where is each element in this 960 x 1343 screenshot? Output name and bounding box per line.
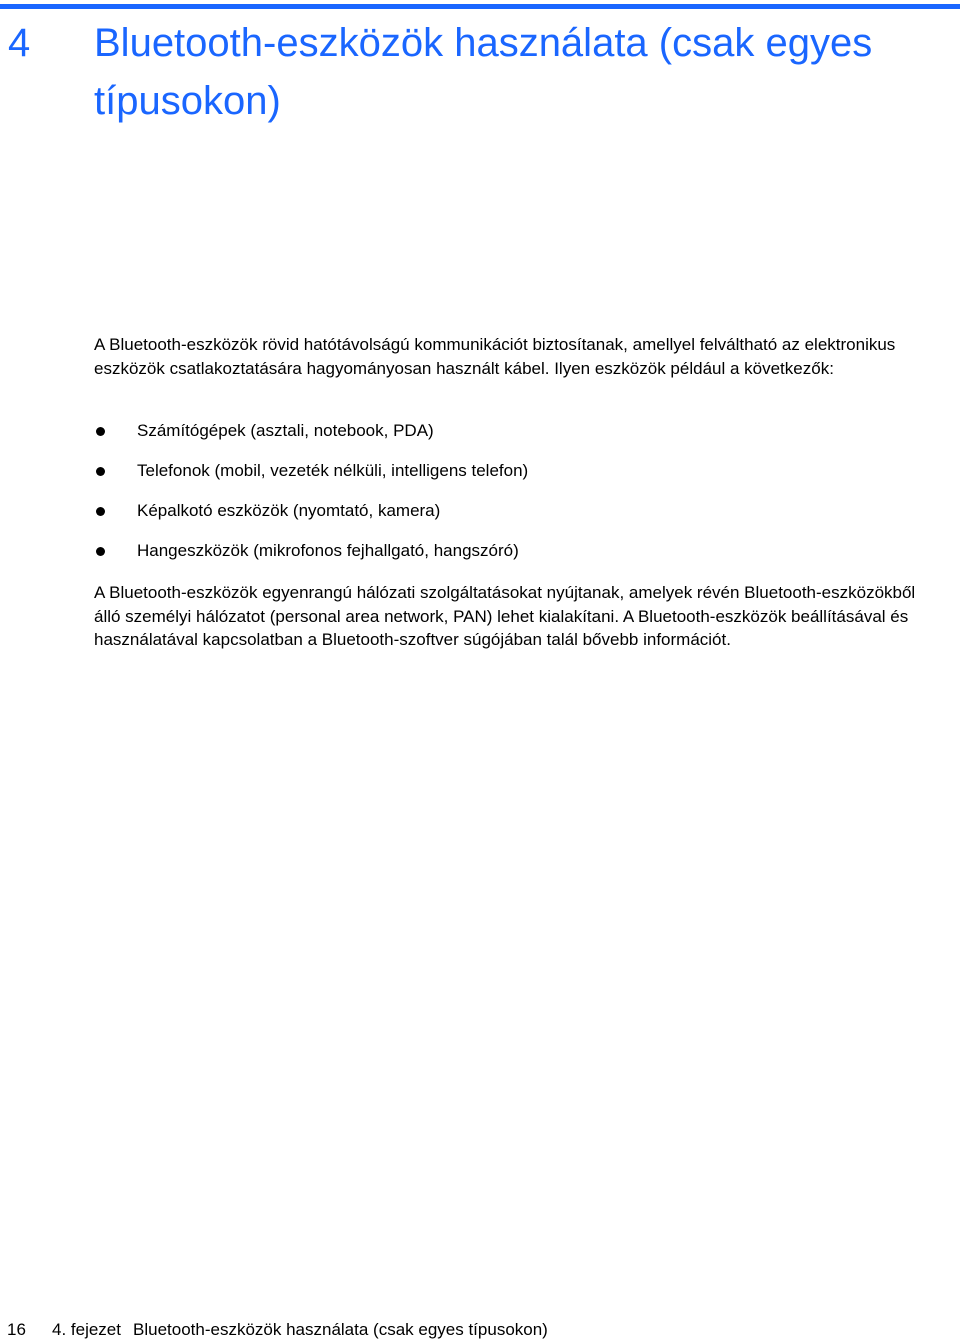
top-rule bbox=[0, 4, 960, 9]
bullet-icon bbox=[96, 507, 105, 516]
closing-paragraph: A Bluetooth-eszközök egyenrangú hálózati szolgáltatásokat nyújtanak, amelyek révén Bluetooth-eszközökből álló személyi hálózatot (personal area network, PAN) lehet kialakítani. A Bluetooth-eszközök beállításával és használatával kapcsolatban a Bluetooth-szoftver súgójában talál bővebb információt. bbox=[94, 583, 916, 649]
list-item bbox=[94, 459, 944, 499]
bullet-icon bbox=[96, 467, 105, 476]
footer-chapter-title: Bluetooth-eszközök használata (csak egyes típusokon) bbox=[133, 1320, 548, 1339]
bullet-icon bbox=[96, 547, 105, 556]
intro-paragraph: A Bluetooth-eszközök rövid hatótávolságú kommunikációt biztosítanak, amellyel felváltható az elektronikus eszközök csatlakoztatására hagyományosan használt kábel. Ilyen eszközök például a következők: bbox=[94, 335, 896, 378]
list-item bbox=[94, 539, 944, 579]
bullet-icon bbox=[96, 427, 105, 436]
device-list bbox=[94, 419, 944, 579]
list-item bbox=[94, 419, 944, 459]
footer-chapter-label: 4. fejezet bbox=[52, 1320, 121, 1339]
list-item-text: Hangeszközök (mikrofonos fejhallgató, hangszóró) bbox=[137, 541, 519, 560]
footer-page-number: 16 bbox=[7, 1320, 26, 1339]
page-footer bbox=[7, 1318, 548, 1342]
list-item-text: Telefonok (mobil, vezeték nélküli, intelligens telefon) bbox=[137, 461, 529, 480]
list-item-text: Számítógépek (asztali, notebook, PDA) bbox=[137, 421, 434, 440]
list-item-text: Képalkotó eszközök (nyomtató, kamera) bbox=[137, 501, 441, 520]
chapter-title: Bluetooth-eszközök használata (csak egyes típusokon) bbox=[94, 21, 873, 123]
list-item bbox=[94, 499, 944, 539]
chapter-number: 4 bbox=[8, 21, 31, 65]
